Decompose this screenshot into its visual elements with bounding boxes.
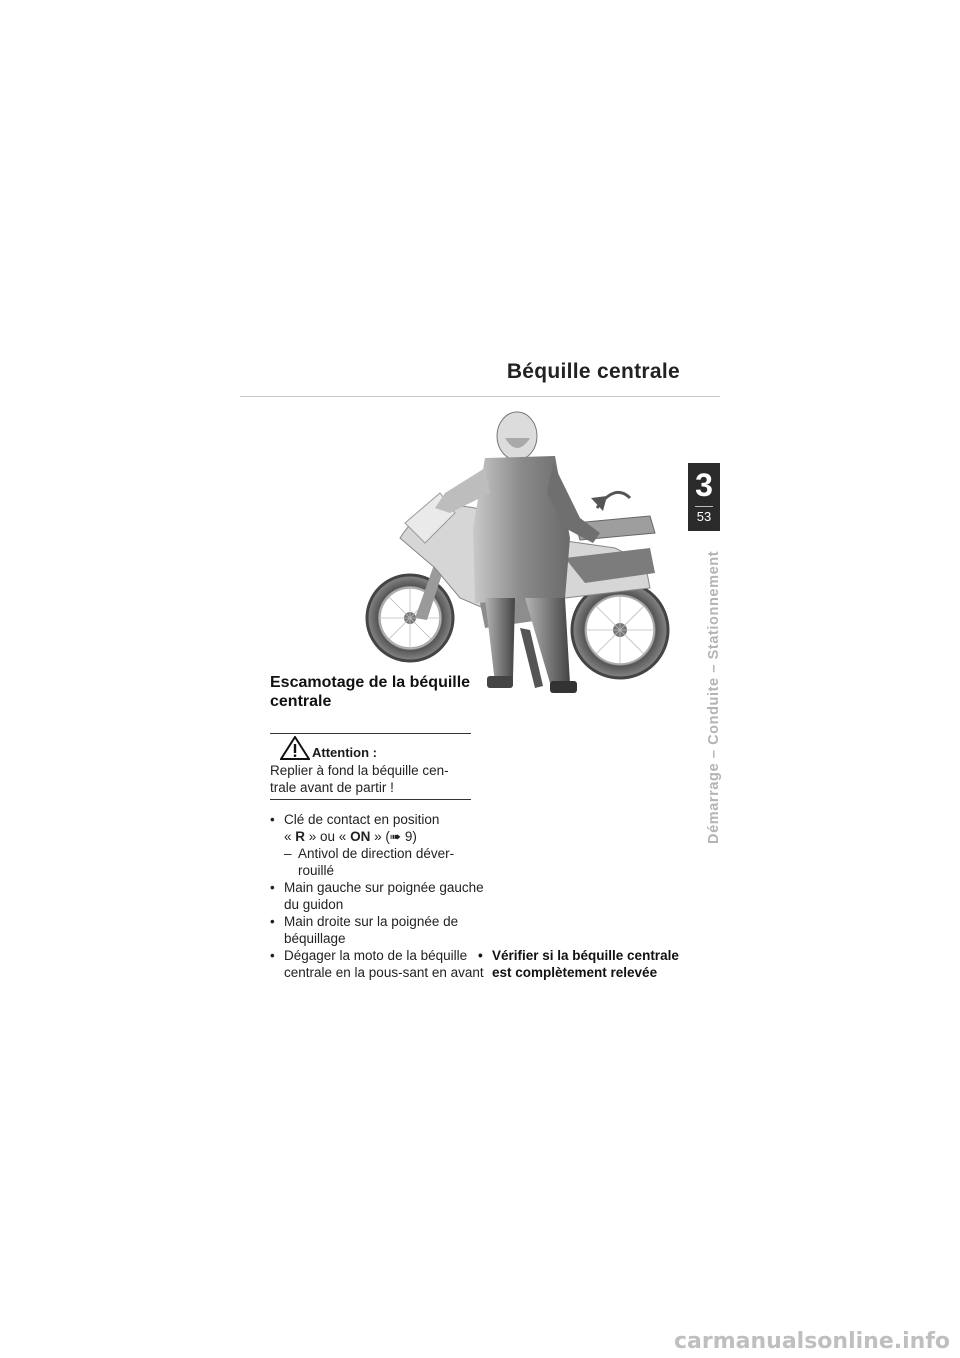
key-position-r: R [295,829,306,844]
chapter-side-label: Démarrage – Conduite – Stationnement [706,550,722,844]
motorcycle-illustration [365,398,675,708]
step-ignition-line1: Clé de contact en position [284,812,440,827]
step-left-hand: Main gauche sur poignée gauche du guidon [284,880,484,912]
list-subitem: – Antivol de direction déver-rouillé [284,846,455,878]
chapter-number: 3 [695,467,713,503]
step-right-hand: Main droite sur la poignée de béquillage [284,914,459,946]
list-item: • Clé de contact en position « R » ou « ON » (➠ 9) [270,812,440,844]
key-position-on: ON [350,829,371,844]
watermark: carmanualsonline.info [674,1329,950,1354]
warning-triangle-icon [280,736,310,760]
warning-box [270,733,471,800]
chapter-divider [695,506,713,507]
procedure-steps [270,811,485,981]
warning-text: Replier à fond la béquille cen-trale avant de partir ! [270,763,449,795]
page-title: Béquille centrale [506,360,680,383]
chapter-tab [688,463,720,531]
list-item: • Main gauche sur poignée gauche du guidon [270,880,484,912]
section-heading: Escamotage de la béquille centrale [270,674,471,710]
page-number: 53 [696,509,712,524]
list-item: • Main droite sur la poignée de béquillage [270,914,459,946]
step-push-forward: Dégager la moto de la béquille centrale en la pous-sant en avant [284,948,484,980]
warning-title: Attention : [312,745,377,760]
title-divider [240,396,720,397]
list-item: • Vérifier si la béquille centrale est complètement relevée [478,948,679,980]
list-item: • Dégager la moto de la béquille centrale en la pous-sant en avant [270,948,484,980]
page-reference: » (➠ 9) [370,829,417,844]
check-step [478,947,688,981]
warning-bottom-rule [270,799,471,800]
step-steering-lock: Antivol de direction déver-rouillé [298,846,455,878]
step-verify-stand: Vérifier si la béquille centrale est complètement relevée [492,948,679,980]
